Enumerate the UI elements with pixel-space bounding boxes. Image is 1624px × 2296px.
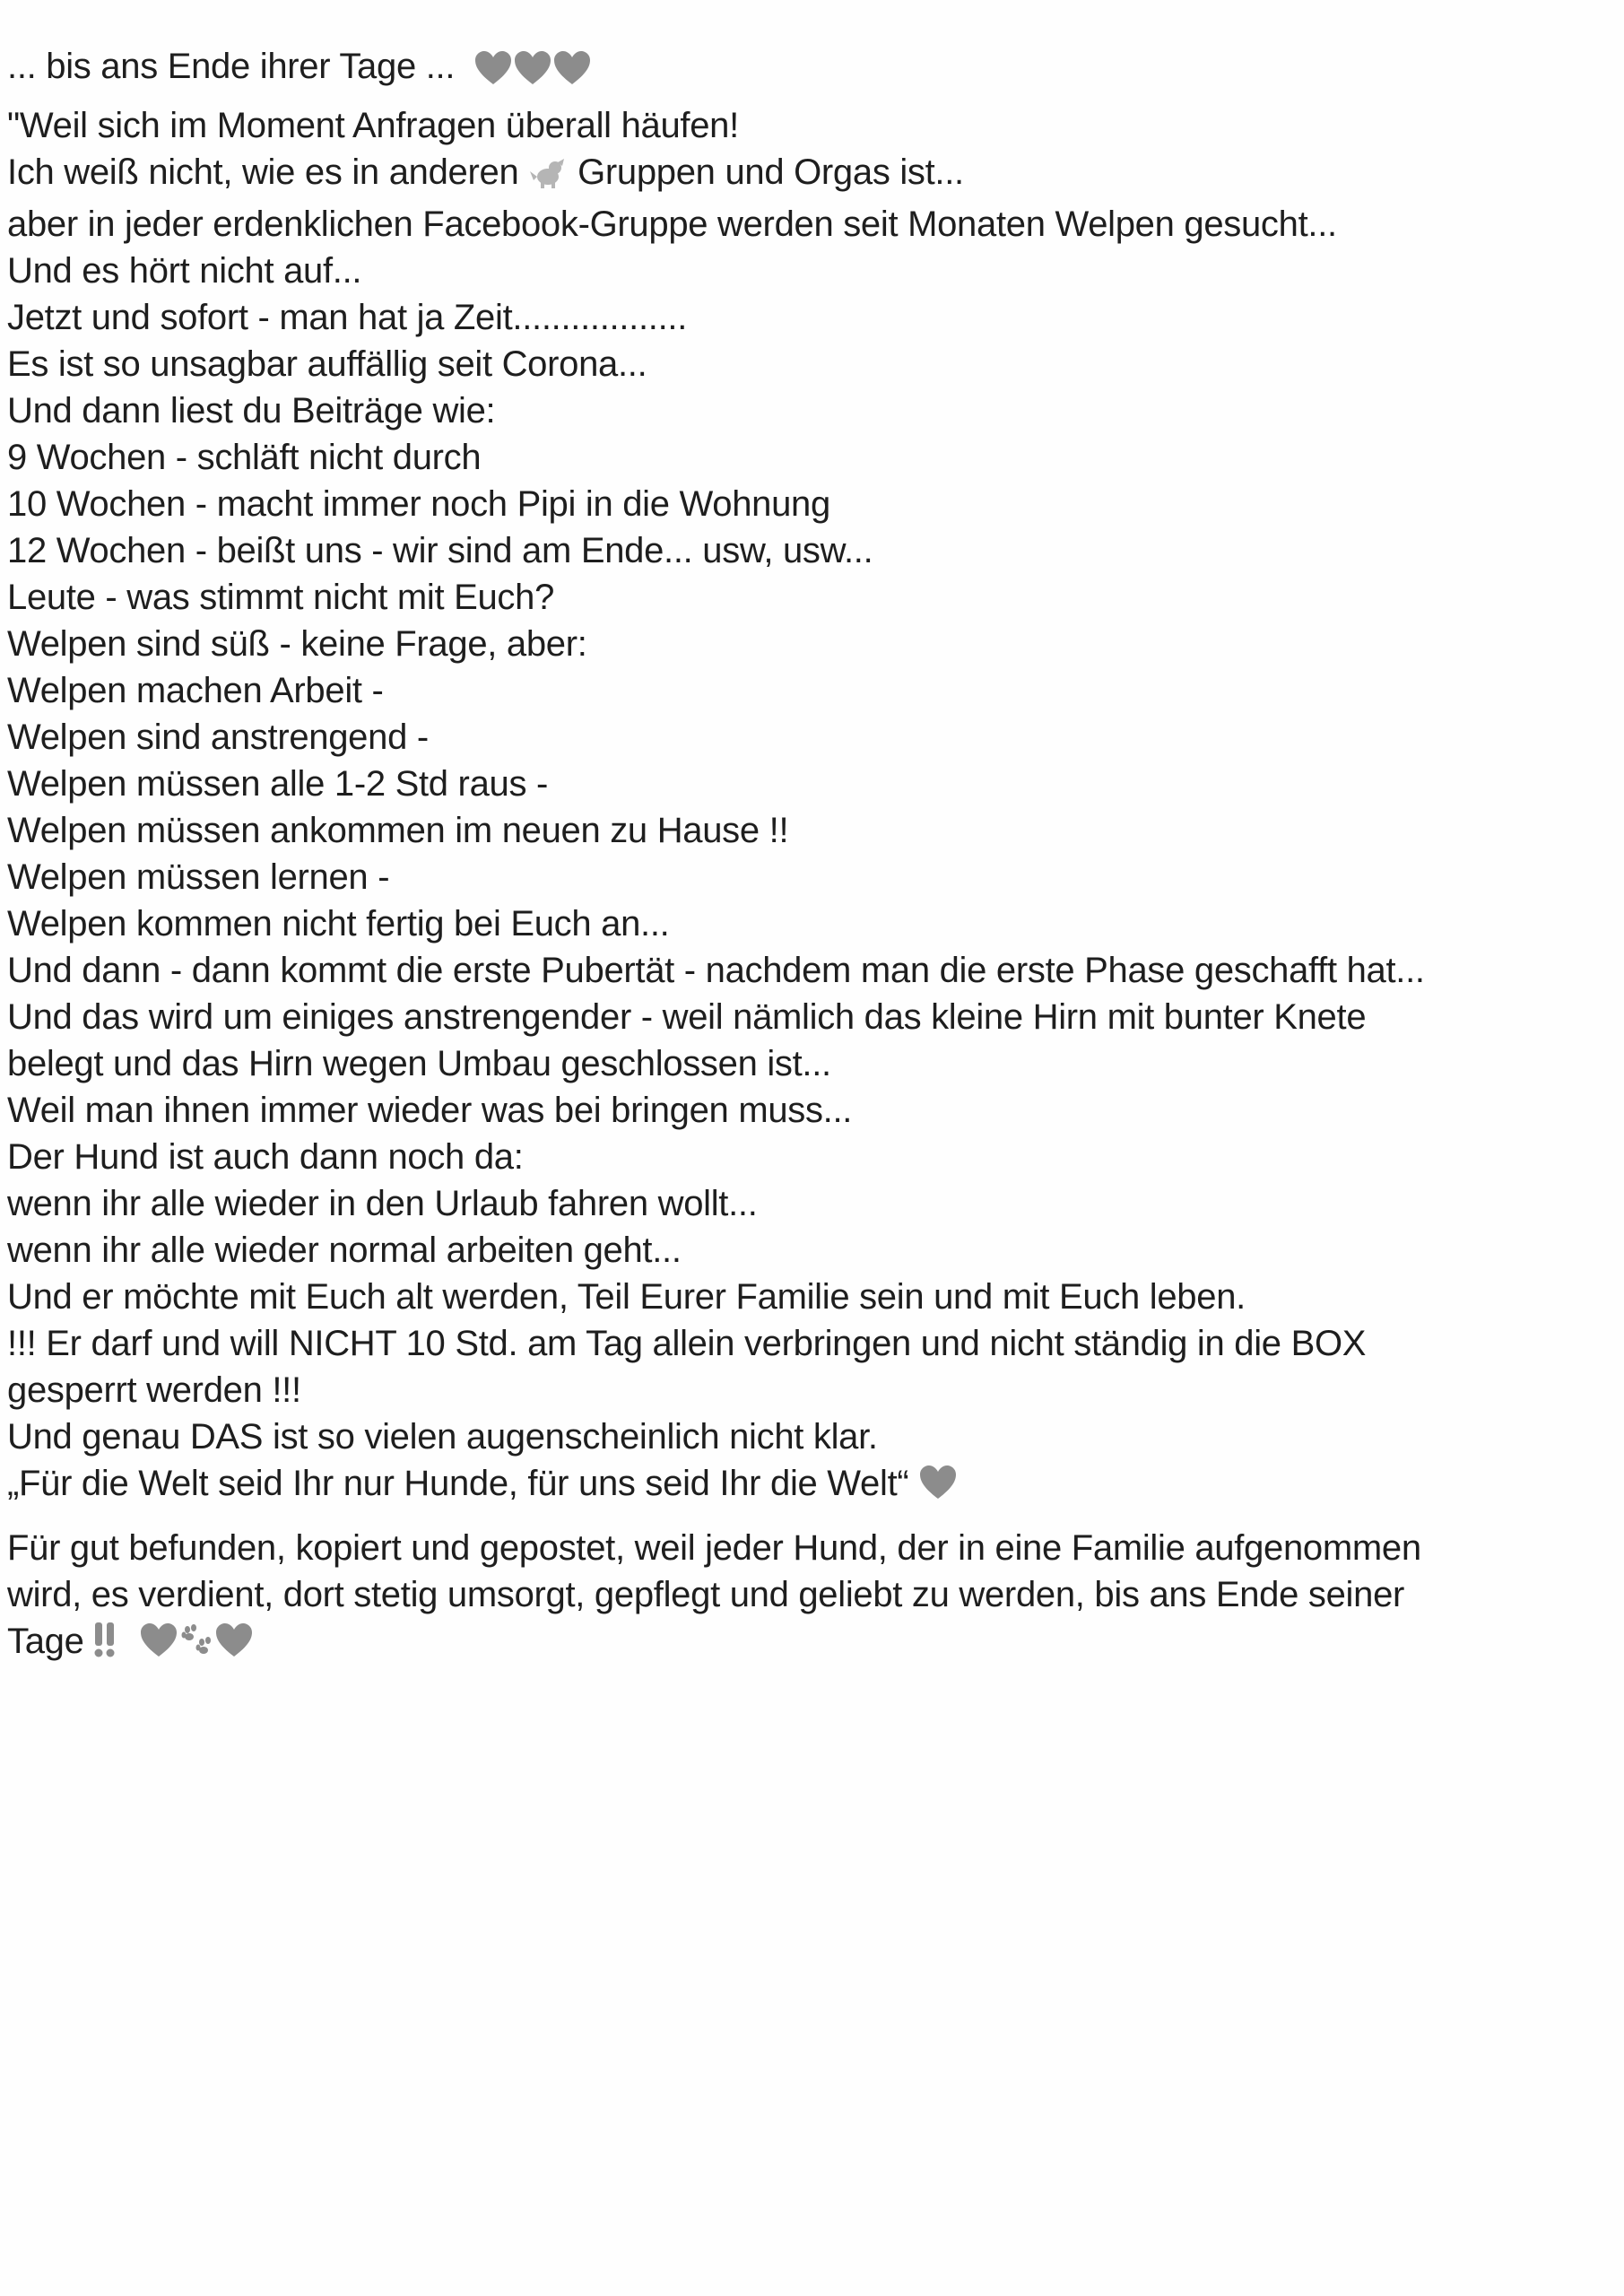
text-line: Und dann - dann kommt die erste Pubertät - nachdem man die erste Phase geschafft hat... [7, 951, 1425, 990]
text-line: Und das wird um einiges anstrengender - weil nämlich das kleine Hirn mit bunter Knete [7, 997, 1367, 1037]
closing-line: Tage [7, 1618, 1621, 1670]
text-line: wenn ihr alle wieder in den Urlaub fahren wollt... [7, 1184, 758, 1223]
paw-prints-icon [178, 1622, 214, 1670]
heart-grey-icon [214, 1622, 254, 1670]
text-line: Welpen müssen lernen - [7, 857, 390, 897]
heart-grey-icon [139, 1622, 178, 1670]
text-line: !!! Er darf und will NICHT 10 Std. am Tag allein verbringen und nicht ständig in die BOX [7, 1324, 1367, 1363]
text-line: Und er möchte mit Euch alt werden, Teil Eurer Familie sein und mit Euch leben. [7, 1277, 1246, 1317]
heart-grey-icon [918, 1465, 958, 1512]
text-line: Welpen kommen nicht fertig bei Euch an... [7, 904, 670, 944]
dog-icon [528, 154, 568, 201]
text-line: Welpen sind anstrengend - [7, 718, 429, 757]
title-line [7, 43, 1621, 90]
text-line: Und dann liest du Beiträge wie: [7, 391, 496, 430]
text-line: Weil man ihnen immer wieder was bei bringen muss... [7, 1091, 853, 1130]
text-line: Welpen sind süß - keine Frage, aber: [7, 624, 587, 664]
text-line: gesperrt werden !!! [7, 1370, 301, 1410]
closing-line: wird, es verdient, dort stetig umsorgt, gepflegt und geliebt zu werden, bis ans Ende seiner [7, 1575, 1405, 1614]
text-line: 12 Wochen - beißt uns - wir sind am Ende... usw, usw... [7, 531, 873, 570]
heart-grey-icon [552, 50, 592, 86]
text-line: 10 Wochen - macht immer noch Pipi in die Wohnung [7, 484, 830, 524]
double-exclamation-icon [93, 1621, 117, 1670]
text-line: Welpen machen Arbeit - [7, 671, 384, 710]
document-body [7, 43, 1621, 1670]
text-line: wenn ihr alle wieder normal arbeiten geht... [7, 1231, 682, 1270]
closing-line: Für gut befunden, kopiert und gepostet, weil jeder Hund, der in eine Familie aufgenommen [7, 1528, 1421, 1568]
heart-grey-icon [473, 50, 513, 86]
text-line: aber in jeder erdenklichen Facebook-Gruppe werden seit Monaten Welpen gesucht... [7, 204, 1337, 244]
text-line: Und es hört nicht auf... [7, 251, 362, 291]
text-line: Und genau DAS ist so vielen augenscheinlich nicht klar. [7, 1417, 878, 1457]
heart-grey-icon [513, 50, 552, 86]
text-line: Es ist so unsagbar auffällig seit Corona... [7, 344, 647, 384]
closing-paragraph [7, 1525, 1621, 1670]
text-line: "Weil sich im Moment Anfragen überall häufen! [7, 106, 739, 145]
text-line: Leute - was stimmt nicht mit Euch? [7, 578, 555, 617]
text-line: Ich weiß nicht, wie es in anderen Gruppen und Orgas ist... [7, 149, 1621, 201]
quote-line: „Für die Welt seid Ihr nur Hunde, für uns seid Ihr die Welt“ [7, 1460, 1621, 1512]
text-line: 9 Wochen - schläft nicht durch [7, 438, 482, 477]
text-line: Welpen müssen alle 1-2 Std raus - [7, 764, 548, 804]
text-line: Welpen müssen ankommen im neuen zu Hause !! [7, 811, 789, 850]
text-line: Der Hund ist auch dann noch da: [7, 1137, 524, 1177]
text-line: belegt und das Hirn wegen Umbau geschlossen ist... [7, 1044, 831, 1083]
text-line: Jetzt und sofort - man hat ja Zeit.................. [7, 298, 688, 337]
title-text: ... bis ans Ende ihrer Tage ... [7, 47, 456, 86]
